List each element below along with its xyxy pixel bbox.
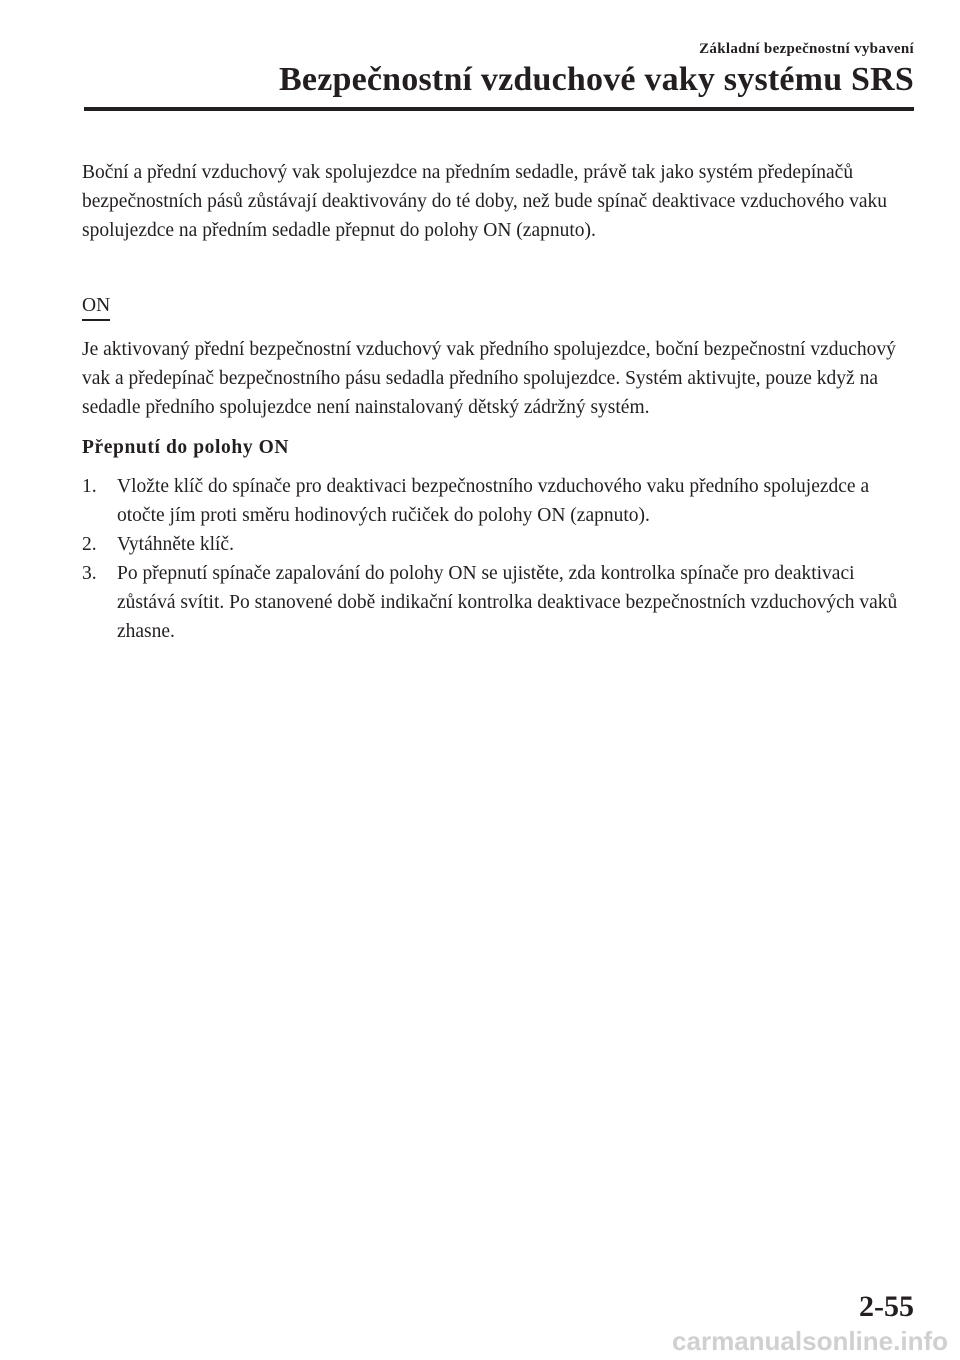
switch-heading: Přepnutí do polohy ON [82, 437, 290, 458]
list-item [82, 559, 914, 646]
on-heading: ON [82, 294, 110, 321]
chapter-title: Bezpečnostní vzduchové vaky systému SRS [279, 61, 914, 98]
step-text: Po přepnutí spínače zapalování do polohy ON se ujistěte, zda kontrolka spínače pro deaktivaci zůstává svítit. Po stanovené době indikační kontrolka deaktivace bezpečnostních vzduchových vaků zhasne. [117, 563, 898, 642]
header-rule [84, 107, 914, 111]
intro-paragraph: Boční a přední vzduchový vak spolujezdce na předním sedadle, právě tak jako systém předepínačů bezpečnostních pásů zůstávají deaktivovány do té doby, než bude spínač deaktivace vzduchového vaku spolujezdce na předním sedadle přepnut do polohy ON (zapnuto). [82, 162, 887, 241]
list-item [82, 530, 914, 559]
on-paragraph: Je aktivovaný přední bezpečnostní vzduchový vak předního spolujezdce, boční bezpečnostní vzduchový vak a předepínač bezpečnostního pásu sedadla předního spolujezdce. Systém aktivujte, pouze když na sedadle předního spolujezdce není nainstalovaný dětský zádržný systém. [82, 339, 896, 418]
section-label: Základní bezpečnostní vybavení [699, 41, 914, 57]
watermark: carmanualsonline.info [672, 1326, 948, 1356]
list-item [82, 472, 914, 530]
step-number: 3. [82, 563, 97, 584]
step-text: Vložte klíč do spínače pro deaktivaci bezpečnostního vzduchového vaku předního spolujezdce a otočte jím proti směru hodinových ručiček do polohy ON (zapnuto). [117, 476, 870, 526]
page-content [82, 158, 914, 646]
page-number: 2-55 [859, 1290, 914, 1323]
step-text: Vytáhněte klíč. [117, 534, 234, 555]
page-header [279, 40, 914, 100]
step-number: 2. [82, 534, 97, 555]
steps-list [82, 472, 914, 646]
step-number: 1. [82, 476, 97, 497]
